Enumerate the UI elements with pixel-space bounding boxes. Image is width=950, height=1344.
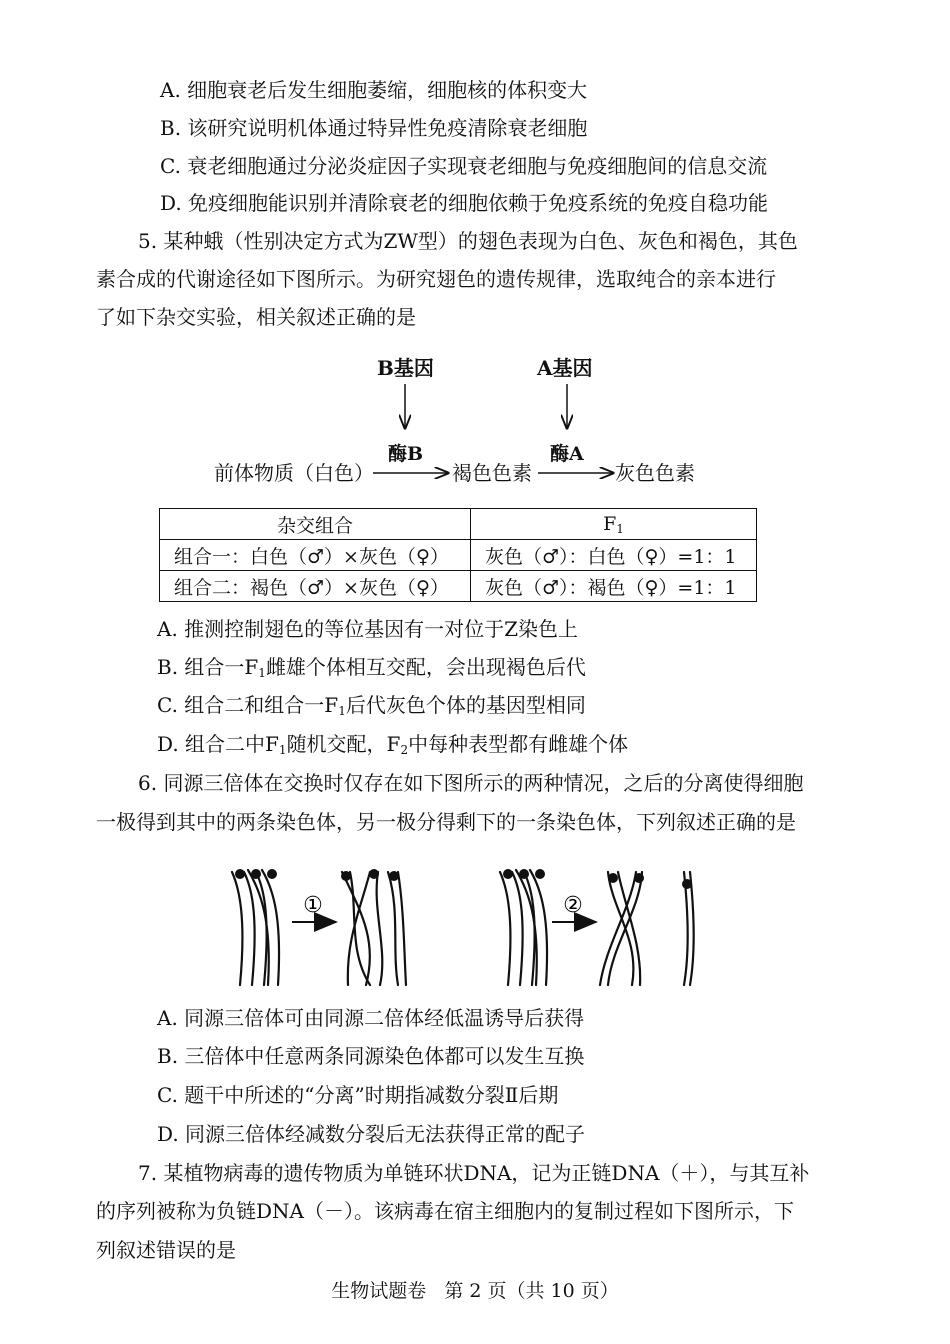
gray-pigment-label: 灰色色素 [615, 461, 695, 485]
q5-option-d: D. 组合二中$F_1$随机交配，$F_2$中每种表型都有雌雄个体 [157, 732, 629, 757]
q5-stem-line-1: 5. 某种蛾（性别决定方式为ZW型）的翅色表现为白色、灰色和褐色，其色 [138, 229, 798, 253]
cross-table [159, 508, 757, 602]
header-cross-combination: 杂交组合 [160, 509, 471, 540]
chromosomes-before-1 [232, 870, 279, 985]
q4-option-c: C. 衰老细胞通过分泌炎症因子实现衰老细胞与免疫细胞间的信息交流 [160, 154, 768, 178]
centromeres [235, 869, 692, 889]
table-row [160, 571, 757, 602]
single-chromosome [684, 872, 694, 985]
footer-subject: 生物试题卷 [331, 1280, 427, 1302]
q6-option-b: B. 三倍体中任意两条同源染色体都可以发生互换 [157, 1044, 585, 1068]
q5-stem-line-2: 素合成的代谢途径如下图所示。为研究翅色的遗传规律，选取纯合的亲本进行 [96, 267, 776, 291]
q5-stem-line-3: 了如下杂交实验，相关叙述正确的是 [96, 305, 416, 329]
table-header-row [160, 509, 757, 540]
footer-page-number: 第 2 页（共 10 页） [444, 1280, 619, 1302]
q6-option-c: C. 题干中所述的“分离”时期指减数分裂Ⅱ后期 [157, 1083, 559, 1107]
q4-option-b: B. 该研究说明机体通过特异性免疫清除衰老细胞 [160, 116, 588, 140]
q6-stem-line-2: 一极得到其中的两条染色体，另一极分得剩下的一条染色体，下列叙述正确的是 [96, 810, 796, 834]
header-f1: $F_1$ [471, 509, 757, 540]
q5-option-a: A. 推测控制翅色的等位基因有一对位于Z染色上 [157, 617, 579, 641]
table-cell: 灰色（♂）：白色（♀）=1：1 [471, 540, 757, 571]
crossover-1-label: ① [303, 893, 323, 918]
table-row [160, 540, 757, 571]
chromosomes-before-2 [500, 870, 547, 985]
table-cell: 组合二：褐色（♂）×灰色（♀） [160, 571, 471, 602]
gene-a-label: A基因 [537, 356, 593, 380]
chromosomes-after-1 [342, 872, 406, 985]
brown-pigment-label: 褐色色素 [452, 461, 532, 485]
crossover-2-label: ② [563, 893, 583, 918]
q7-stem-line-3: 列叙述错误的是 [96, 1238, 236, 1262]
enzyme-a-label: 酶A [550, 443, 584, 465]
chromosome-crossover-diagram [0, 850, 950, 990]
chromosomes-after-2 [600, 872, 642, 985]
q4-option-d: D. 免疫细胞能识别并清除衰老的细胞依赖于免疫系统的免疫自稳功能 [160, 191, 769, 215]
enzyme-b-label: 酶B [388, 443, 424, 465]
gene-b-label: B基因 [377, 356, 434, 380]
precursor-label: 前体物质（白色） [214, 461, 374, 485]
q7-stem-line-1: 7. 某植物病毒的遗传物质为单链环状DNA，记为正链DNA（＋），与其互补 [138, 1161, 810, 1185]
q5-option-b: B. 组合一$F_1$雌雄个体相互交配，会出现褐色后代 [157, 655, 586, 680]
q5-option-c: C. 组合二和组合一$F_1$后代灰色个体的基因型相同 [157, 693, 586, 718]
pathway-arrows [0, 0, 950, 500]
table-cell: 组合一：白色（♂）×灰色（♀） [160, 540, 471, 571]
q6-option-a: A. 同源三倍体可由同源二倍体经低温诱导后获得 [157, 1006, 585, 1030]
q4-option-a: A. 细胞衰老后发生细胞萎缩，细胞核的体积变大 [160, 78, 588, 102]
q6-option-d: D. 同源三倍体经减数分裂后无法获得正常的配子 [157, 1122, 586, 1146]
page-footer [0, 1279, 950, 1303]
table-cell: 灰色（♂）：褐色（♀）=1：1 [471, 571, 757, 602]
q6-stem-line-1: 6. 同源三倍体在交换时仅存在如下图所示的两种情况，之后的分离使得细胞 [138, 771, 804, 795]
q7-stem-line-2: 的序列被称为负链DNA（－）。该病毒在宿主细胞内的复制过程如下图所示，下 [96, 1199, 794, 1223]
